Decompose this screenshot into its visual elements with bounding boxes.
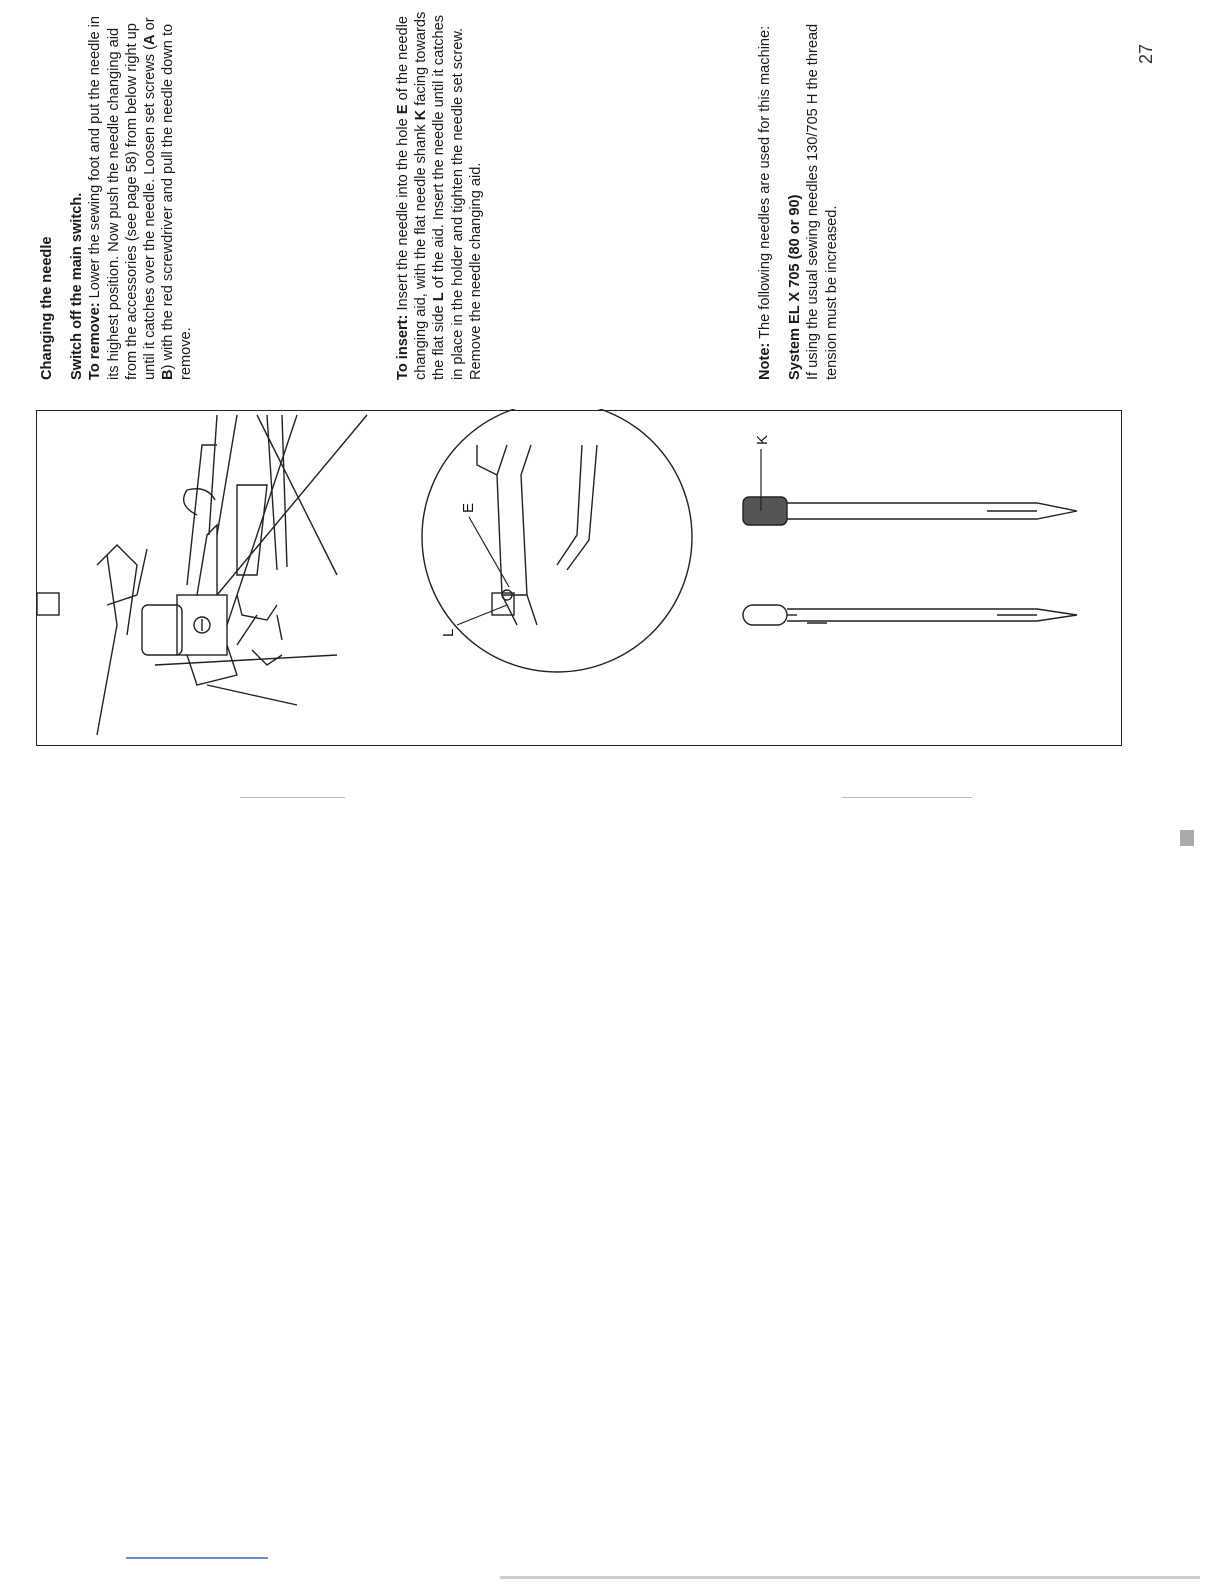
screw-a-label: A xyxy=(142,34,159,45)
or-text: or xyxy=(142,17,159,35)
label-k: K xyxy=(754,434,771,445)
label-l: L xyxy=(440,628,457,637)
label-e-leader xyxy=(469,517,509,587)
scan-artifact xyxy=(126,1557,268,1559)
note-text: The following needles are used for this machine: xyxy=(757,25,773,343)
insert-text-4: of the aid. Insert the needle until it catches in place in the holder and tighten the needle set screw. Remove the needle changing aid. xyxy=(431,14,484,380)
insert-section xyxy=(394,0,485,380)
switch-off-heading: Switch off the main switch. xyxy=(69,192,86,380)
shank-k-label: K xyxy=(413,109,430,121)
screw-b-label: B xyxy=(160,369,177,380)
page-number: 27 xyxy=(1136,43,1156,64)
changing-needle-section xyxy=(38,0,196,380)
note-label: Note: xyxy=(757,342,773,380)
insert-paragraph xyxy=(394,0,485,380)
remove-text-1: Lower the sewing foot and put the needle in its highest position. Now push the needle changing aid from the accessories (see page 58) from below right up until it catches over the needle. Loosen set screws ( xyxy=(87,16,159,380)
needle-illustration xyxy=(37,409,1123,745)
system-paragraph xyxy=(786,0,841,380)
machine-head-drawing xyxy=(97,415,367,735)
needle-standard xyxy=(743,605,1077,625)
label-e: E xyxy=(460,502,477,513)
insert-text-3: facing towards the flat side xyxy=(413,11,448,380)
changing-aid-detail xyxy=(37,409,692,672)
illustration-panel xyxy=(36,410,1122,746)
remove-text-2: ) with the red screwdriver and pull the needle down to remove. xyxy=(160,23,195,380)
usual-needles-text: If using the usual sewing needles 130/705 H the thread tension must be increased. xyxy=(805,23,840,380)
scan-artifact xyxy=(500,1576,1200,1579)
insert-text-2: of the needle changing aid, with the flat needle shank xyxy=(395,16,430,380)
insert-label: To insert: xyxy=(395,314,411,380)
section-heading: Changing the needle xyxy=(39,236,55,380)
insert-text-1: Insert the needle into the hole xyxy=(395,114,411,315)
scan-artifact xyxy=(240,797,345,798)
scan-artifact xyxy=(842,797,972,798)
needle-flat-shank xyxy=(743,497,1077,525)
note-section xyxy=(756,0,841,380)
system-label: System EL X 705 (80 or 90) xyxy=(787,194,804,380)
scan-artifact xyxy=(1180,830,1194,846)
remove-label: To remove: xyxy=(87,302,104,380)
remove-paragraph xyxy=(68,0,195,380)
note-paragraph xyxy=(756,0,774,380)
side-l-label: L xyxy=(431,292,448,302)
hole-e-label: E xyxy=(395,104,411,115)
spacer xyxy=(774,0,786,380)
rotated-page xyxy=(0,0,1224,780)
